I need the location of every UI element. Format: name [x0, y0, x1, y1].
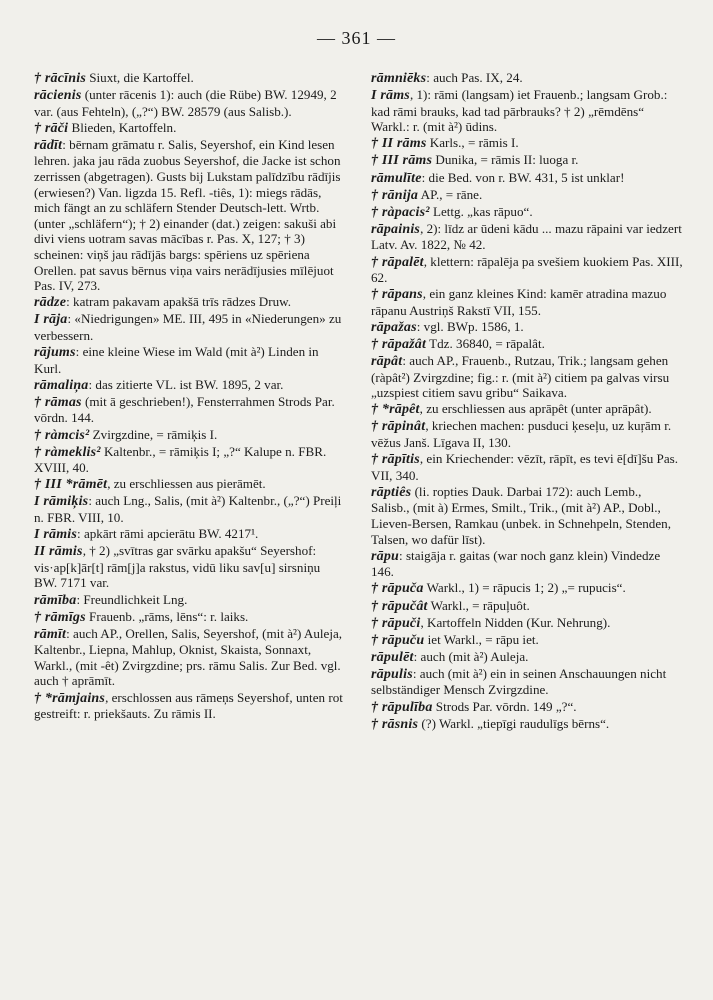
headword: † ràpacis² [371, 204, 430, 220]
dictionary-entry: rāpulis: auch (mit à²) ein in seinen Anschauungen nicht selbständiger Mensch Zvirgzdine. [371, 665, 667, 698]
dictionary-entry: † rāpuči, Kartoffeln Nidden (Kur. Nehrung). [371, 614, 611, 631]
headword: † rāpalēt [371, 254, 424, 270]
headword: rāpu [371, 548, 400, 564]
dictionary-entry: † rāpuča Warkl., 1) = rāpucis 1; 2) „= rupucis“. [371, 580, 626, 597]
dictionary-entry: † rāpalēt, klettern: rāpalēja pa svešiem kuokiem Pas. XIII, 62. [371, 253, 683, 286]
headword: † rāpans [371, 287, 423, 303]
headword: † rācīnis [34, 71, 86, 86]
headword: † rāpuču [371, 632, 425, 648]
headword: rāpulis [371, 666, 413, 682]
dictionary-entry: † rāči Blieden, Kartoffeln. [34, 119, 177, 136]
headword: † rāpuča [371, 581, 424, 597]
headword: † rāpinât [371, 419, 426, 435]
dictionary-entry: rāmība: Freundlichkeit Lng. [34, 591, 188, 608]
headword: rāpainis [371, 221, 421, 237]
headword: † rāči [34, 120, 69, 136]
dictionary-entry: rājums: eine kleine Wiese im Wald (mit à²) Linden in Kurl. [34, 344, 319, 376]
dictionary-entry: † rāsnis (?) Warkl. „tiepīgi raudulīgs bērns“. [371, 715, 610, 732]
headword: I rāms [371, 88, 410, 104]
dictionary-entry: I rāmis: apkārt rāmi apcierātu BW. 4217¹. [34, 526, 259, 543]
headword: rāmniēks [371, 71, 427, 86]
headword: II rāmis [34, 544, 83, 560]
headword: rāpažas [371, 319, 417, 335]
headword: rāmaliņa [34, 377, 89, 393]
headword: rāptiês [371, 484, 412, 500]
headword: † II rāms [371, 136, 427, 152]
dictionary-entry: † rāpulība Strods Par. vōrdn. 149 „?“. [371, 698, 577, 715]
dictionary-entry: † II rāms Karls., = rāmis I. [371, 135, 519, 152]
left-column [34, 70, 346, 722]
dictionary-entry: I rāja: «Niedrigungen» ME. III, 495 in «Niederungen» zu verbessern. [34, 311, 342, 343]
headword: † rāsnis [371, 716, 419, 732]
headword: rāmība [34, 592, 77, 608]
headword: rāpât [371, 354, 403, 370]
headword: I rāmis [34, 527, 78, 543]
dictionary-entry: † rāpītis, ein Kriechender: vēzīt, rāpīt, es tevi ē[dī]šu Pas. VII, 340. [371, 451, 679, 483]
headword: † ràmcis² [34, 427, 90, 443]
dictionary-entry: † rācīnis Siuxt, die Kartoffel. [34, 70, 194, 86]
dictionary-entry: rāpainis, 2): līdz ar ūdeni kādu ... mazu rāpaini var iedzert Latv. Av. 1822, № 42. [371, 220, 682, 253]
headword: rādīt [34, 137, 63, 153]
dictionary-entry: rāpažas: vgl. BWp. 1586, 1. [371, 318, 524, 335]
headword: † rāmas [34, 394, 82, 410]
headword: rāmulīte [371, 170, 422, 186]
headword: † rāpažât [371, 337, 427, 352]
dictionary-entry: † *rāpêt, zu erschliessen aus aprāpêt (unter aprāpât). [371, 401, 652, 418]
dictionary-entry: rādze: katram pakavam apakšā trīs rādzes Druw. [34, 294, 292, 311]
dictionary-entry: rāmulīte: die Bed. von r. BW. 431, 5 ist unklar! [371, 169, 625, 186]
headword: † III rāms [371, 153, 433, 169]
headword: rājums [34, 345, 76, 361]
dictionary-entry: rācienis (unter rācenis 1): auch (die Rübe) BW. 12949, 2 var. (aus Fehteln), („?“) BW. 28579 (aus Salisb.). [34, 87, 337, 119]
headword: † rāpuči [371, 615, 421, 631]
dictionary-entry: I rāmiķis: auch Lng., Salis, (mit à²) Kaltenbr., („?“) Preiļi n. FBR. VIII, 10. [34, 493, 342, 526]
headword: rāpulēt [371, 649, 414, 665]
headword: † *rāmjains [34, 690, 106, 706]
dictionary-entry: rāptiês (li. ropties Dauk. Darbai 172): auch Lemb., Salisb., (mit à) Ermes, Smilt., Trik., (mit à²) AP., Dobl., Lieven-Bersen, Ramkau (unbek. in Schnehpeln, Stenden, Talsen, wo dafür līst). [371, 483, 671, 547]
dictionary-entry: † *rāmjains, erschlossen aus rāmeņs Seyershof, unten rot gestreift: r. priekšauts. Zu rāmis II. [34, 689, 343, 722]
dictionary-entry: † rāpans, ein ganz kleines Kind: kamēr atradina mazuo rāpanu Austriņš Rakstī VII, 155. [371, 286, 667, 318]
dictionary-entry: II rāmis, † 2) „svītras gar svārku apakšu“ Seyershof: vis·ap[k]ār[t] rām[j]a rakstus, vidū liku sav[u] sirsniņu BW. 7171 var. [34, 543, 321, 591]
dictionary-entry: † rāpažât Tdz. 36840, = rāpalât. [371, 336, 545, 352]
dictionary-entry: rāmniēks: auch Pas. IX, 24. [371, 70, 523, 86]
page-number: — 361 — [317, 28, 396, 48]
dictionary-entry: † ràpacis² Lettg. „kas rāpuo“. [371, 203, 533, 220]
headword: I rāmiķis [34, 494, 89, 510]
dictionary-entry: † rānija AP., = rāne. [371, 186, 483, 203]
headword: † rāpučât [371, 598, 428, 614]
dictionary-entry: † rāmas (mit ā geschrieben!), Fensterrahmen Strods Par. vōrdn. 144. [34, 393, 335, 426]
headword: † rāpītis [371, 452, 420, 468]
headword: † rānija [371, 187, 419, 203]
headword: rāmīt [34, 626, 67, 642]
dictionary-entry: † III *rāmēt, zu erschliessen aus pierāmēt. [34, 476, 266, 493]
headword: † rāpulība [371, 699, 433, 715]
headword: † III *rāmēt [34, 477, 108, 493]
right-column [371, 70, 683, 733]
headword: † *rāpêt [371, 402, 420, 418]
dictionary-entry: rāpu: staigāja r. gaitas (war noch ganz klein) Vindedze 146. [371, 547, 661, 580]
dictionary-entry: rāpât: auch AP., Frauenb., Rutzau, Trik.; langsam gehen (ràpât²) Zvirgzdine; fig.: r. (mit à²) citiem pa galvas virsu „uzspiest citiem savu gribu“ Saikava. [371, 353, 670, 401]
dictionary-entry: I rāms, 1): rāmi (langsam) iet Frauenb.; langsam Grob.: kad rāmi brauks, kad tad pārbrauks? † 2) „rēmdēns“ Warkl.: r. (mit à²) ūdins. [371, 87, 668, 135]
headword: † rāmīgs [34, 609, 86, 625]
dictionary-entry: † ràmeklis² Kaltenbr., = rāmiķis I; „?“ Kalupe n. FBR. XVIII, 40. [34, 443, 327, 476]
dictionary-entry: † rāpučât Warkl., = rāpuļuôt. [371, 597, 530, 614]
headword: † ràmeklis² [34, 444, 101, 460]
dictionary-entry: † ràmcis² Zvirgzdine, = rāmiķis I. [34, 426, 218, 443]
dictionary-entry: † III rāms Dunika, = rāmis II: luoga r. [371, 152, 579, 169]
dictionary-entry: † rāmīgs Frauenb. „rāms, lēns“: r. laiks. [34, 608, 249, 625]
headword: I rāja [34, 312, 68, 328]
dictionary-entry: † rāpuču iet Warkl., = rāpu iet. [371, 631, 539, 648]
dictionary-entry: rādīt: bērnam grāmatu r. Salis, Seyershof, ein Kind lesen lehren. jaka jau rāda zuobus Seyershof, die Jacke ist schon zerrissen (abgetragen). Gusts bij Lukstam palīdzību rādījis (erwiesen?) Van. ligzda 15. Refl. -tiês, 1): miegs rādās, mich fängt an zu schläfern Stender Deutsch-lett. Wrtb. (unter „schläfern“); † 2) einander (dat.) zeigen: sakuši abi divi viens uotram savas mācības r. Pas. X, 127; † 3) scheinen: viņš jau rādījās bargs: spēriens uz spēriena Orellen. pat savus bērnus viņa vairs nerādījusies mīlējuot Pas. IV, 273. [34, 136, 341, 294]
dictionary-entry: rāmīt: auch AP., Orellen, Salis, Seyershof, (mit à²) Auleja, Kaltenbr., Liepna, Mahlup, Oknist, Skaista, Sonnaxt, Warkl., (mit -êt) Zvirgzdine; prs. rāmu Salis. Zur Bed. vgl. auch † aprāmīt. [34, 625, 343, 689]
headword: rācienis [34, 88, 82, 104]
dictionary-entry: rāpulēt: auch (mit à²) Auleja. [371, 648, 529, 665]
headword: rādze [34, 295, 67, 311]
dictionary-entry: † rāpinât, kriechen machen: pusduci ķeseļu, uz kuŗām r. vēžus Janš. Līgava II, 130. [371, 418, 672, 451]
dictionary-entry: rāmaliņa: das zitierte VL. ist BW. 1895, 2 var. [34, 376, 284, 393]
